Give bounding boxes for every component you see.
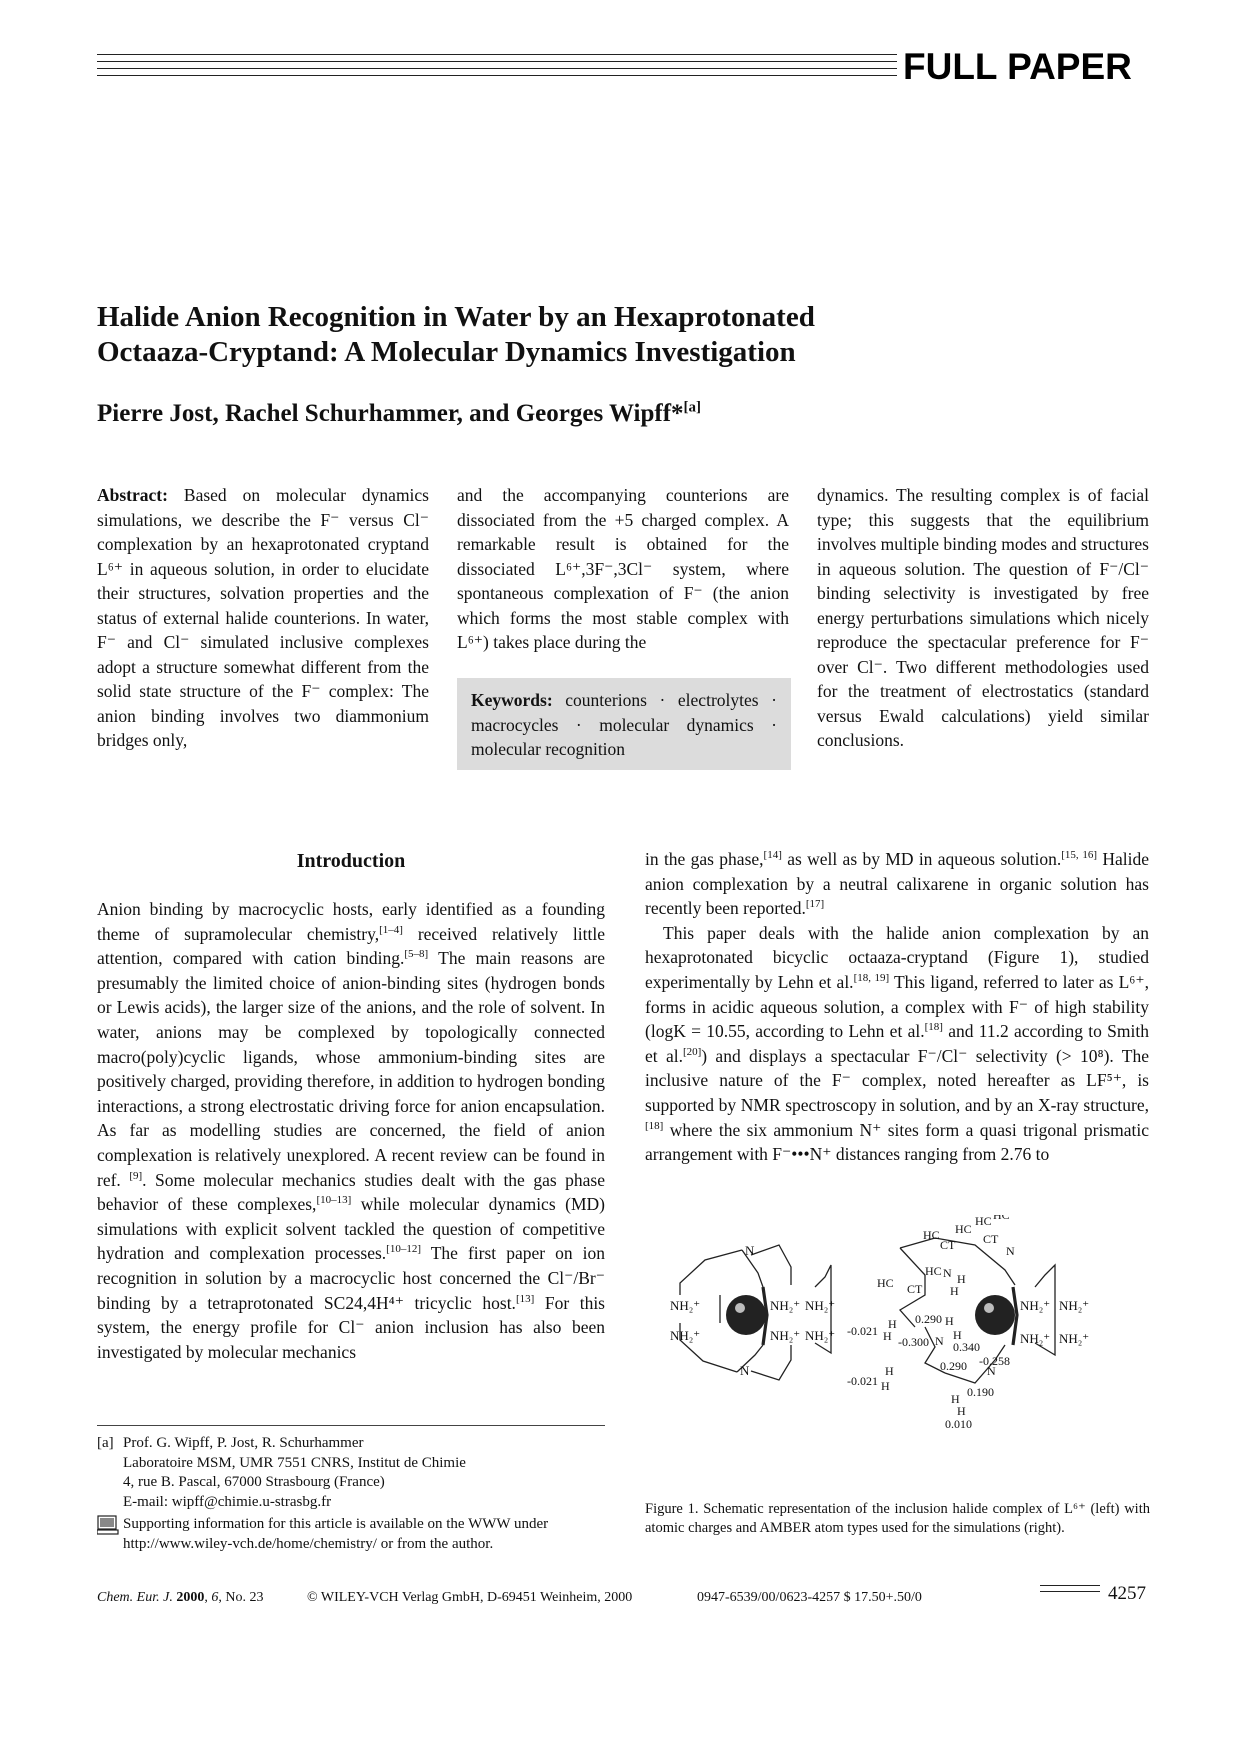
keywords-text: counterions · electrolytes · macrocycles · molecular dynamics · molecular recognition [471,690,777,759]
figure-caption: Figure 1. Schematic representation of the inclusion halide complex of L⁶⁺ (left) with atomic charges and AMBER atom types used for the simulations (right). [645,1501,1150,1536]
svg-text:NH₂⁺: NH₂⁺ [1059,1298,1090,1313]
intro-paragraph-2: This paper deals with the halide anion complexation by an hexaprotonated bicyclic octaaza-cryptand (Figure 1), studied experimentally by Lehn et al.[18, 19] This ligand, referred to later as L⁶⁺, forms in acidic aqueous solution, a complex with F⁻ of high stability (logK = 10.55, according to Lehn et al.[18] and 11.2 according to Smith et al.[20]) and displays a spectacular F⁻/Cl⁻ selectivity (> 10⁸). The inclusive nature of the F⁻ complex, noted hereafter as LF⁵⁺, is supported by NMR spectroscopy in solution, and by an X-ray structure,[18] where the six ammonium N⁺ sites form a quasi trigonal prismatic arrangement with F⁻•••N⁺ distances ranging from 2.76 to [645,922,1149,1165]
page-number: 4257 [1108,1583,1146,1604]
svg-text:0.190: 0.190 [967,1385,994,1399]
article-code: 0947-6539/00/0623-4257 $ 17.50+.50/0 [697,1590,922,1605]
copyright: © WILEY-VCH Verlag GmbH, D-69451 Weinheim, 2000 [307,1590,633,1605]
title-line-1: Halide Anion Recognition in Water by an Hexaprotonated [97,301,815,333]
computer-icon [97,1515,123,1554]
author-list [97,400,701,428]
halide-ion-right [975,1295,1015,1335]
svg-text:-0.258: -0.258 [979,1354,1010,1368]
svg-text:H: H [950,1284,959,1298]
svg-text:NH₂⁺: NH₂⁺ [805,1328,836,1343]
footnote-email[interactable]: E-mail: wipff@chimie.u-strasbg.fr [123,1493,332,1510]
svg-text:HC: HC [955,1222,972,1236]
keywords-label: Keywords: [471,690,553,710]
svg-text:0.290: 0.290 [940,1359,967,1373]
citation: Chem. Eur. J. 2000, 6, No. 23 [97,1590,264,1605]
abstract-text-3: dynamics. The resulting complex is of facial type; this suggests that the equilibrium involves multiple binding modes and structures in aqueous solution. The question of F⁻/Cl⁻ binding selectivity is investigated by free energy perturbations simulations which nicely reproduce the spectacular preference for F⁻ over Cl⁻. Two different methodologies used for the treatment of electrostatics (standard versus Ewald calculations) yield similar conclusions. [817,485,1149,750]
svg-text:H: H [951,1392,960,1406]
footnote-line-3: 4, rue B. Pascal, 67000 Strasbourg (France) [123,1474,385,1490]
section-label: FULL PAPER [903,46,1132,87]
halide-ion-left [726,1295,766,1335]
svg-text:NH₂⁺: NH₂⁺ [770,1328,801,1343]
intro-paragraph-1: Anion binding by macrocyclic hosts, early identified as a founding theme of supramolecular chemistry,[1–4] received relatively little attention, compared with cation binding.[5–8] The main reasons are presumably the limited choice of anion-binding sites (hydrogen bonds or Lewis acids), the larger size of the anions, and the role of solvent. In water, anions may be complexed by topologically connected macro(poly)cyclic ligands, whose ammonium-binding sites are positively charged, providing therefore, in addition to hydrogen bonding interactions, a strong electrostatic driving force for anion encapsulation. As far as modelling studies are concerned, the field of anion complexation is relatively unexplored. A recent review can be found in ref. [9]. Some molecular mechanics studies dealt with the gas phase behavior of these complexes,[10–13] while molecular dynamics (MD) simulations with explicit solvent tackled the question of competitive hydration and complexation processes.[10–12] The first paper on ion recognition in solution by a macrocyclic host concerned the Cl⁻/Br⁻ binding by a tetraprotonated SC24,4H⁴⁺ tricyclic host.[13] For this system, the energy profile for Cl⁻ anion inclusion has also been investigated by molecular mechanics [97,899,605,1362]
svg-text:H: H [945,1314,954,1328]
svg-text:CT: CT [907,1282,923,1296]
title-line-2: Octaaza-Cryptand: A Molecular Dynamics Investigation [97,336,796,368]
svg-text:N: N [745,1243,755,1258]
introduction-column-1 [97,897,605,1364]
footnote-line-1: Prof. G. Wipff, P. Jost, R. Schurhammer [123,1435,364,1451]
svg-text:HC: HC [975,1215,992,1228]
affiliation-mark: [a] [683,399,702,416]
svg-text:H: H [957,1272,966,1286]
intro-continued: in the gas phase,[14] as well as by MD in aqueous solution.[15, 16] Halide anion complexation by a neutral calixarene in organic solution has recently been reported.[17] [645,849,1149,919]
abstract-label: Abstract: [97,485,168,505]
svg-text:H: H [953,1328,962,1342]
svg-text:CT: CT [983,1232,999,1246]
figure-1 [645,1215,1150,1500]
page-number-rule [1040,1585,1100,1597]
svg-text:N: N [1006,1244,1015,1258]
supporting-info-note [97,1515,605,1554]
svg-text:0.340: 0.340 [953,1340,980,1354]
introduction-column-2 [645,847,1149,1167]
abstract-column-2 [457,483,789,655]
svg-text:HC: HC [993,1215,1010,1222]
svg-text:NH₂⁺: NH₂⁺ [770,1298,801,1313]
introduction-heading: Introduction [296,850,406,872]
svg-text:0.010: 0.010 [945,1417,972,1431]
svg-text:NH₂⁺: NH₂⁺ [1020,1298,1051,1313]
footnote-label: [a] [97,1435,114,1451]
svg-text:HC: HC [925,1264,942,1278]
svg-text:NH₂⁺: NH₂⁺ [670,1328,701,1343]
svg-text:NH₂⁺: NH₂⁺ [1020,1331,1051,1346]
supporting-info-text[interactable]: Supporting information for this article is available on the WWW under http://www.wiley-vch.de/home/chemistry/ or from the author. [123,1516,549,1552]
abstract-column-1 [97,483,429,753]
svg-text:H: H [957,1404,966,1418]
svg-text:H: H [888,1317,897,1331]
svg-text:N: N [740,1363,750,1378]
svg-text:HC: HC [923,1228,940,1242]
authors: Pierre Jost, Rachel Schurhammer, and Georges Wipff* [97,400,684,427]
affiliation-footnote [97,1434,605,1512]
svg-text:NH₂⁺: NH₂⁺ [805,1298,836,1313]
svg-text:NH₂⁺: NH₂⁺ [670,1298,701,1313]
svg-text:-0.021: -0.021 [847,1374,878,1388]
svg-text:NH₂⁺: NH₂⁺ [1059,1331,1090,1346]
svg-text:CT: CT [940,1238,956,1252]
svg-text:H: H [883,1329,892,1343]
svg-text:-0.300: -0.300 [898,1335,929,1349]
abstract-column-3 [817,483,1149,753]
abstract-text-1: Based on molecular dynamics simulations, we describe the F⁻ versus Cl⁻ complexation by an hexaprotonated cryptand L⁶⁺ in aqueous solution, in order to elucidate their structures, solvation properties and the status of external halide counterions. In water, F⁻ and Cl⁻ simulated inclusive complexes adopt a structure somewhat different from the solid state structure of the F⁻ complex: The anion binding involves two diammonium bridges only, [97,485,429,750]
svg-text:N: N [943,1266,952,1280]
svg-text:H: H [885,1364,894,1378]
header-rule [97,54,897,82]
footnote-line-2: Laboratoire MSM, UMR 7551 CNRS, Institut de Chimie [123,1454,466,1471]
svg-text:N: N [935,1334,944,1348]
keywords-box [457,678,791,770]
article-title [97,300,997,370]
svg-text:-0.021: -0.021 [847,1324,878,1338]
svg-text:0.290: 0.290 [915,1312,942,1326]
svg-text:HC: HC [877,1276,894,1290]
footnote-rule [97,1425,605,1426]
svg-text:N: N [987,1364,996,1378]
abstract-text-2: and the accompanying counterions are dissociated from the +5 charged complex. A remarkable result is obtained for the dissociated L⁶⁺,3F⁻,3Cl⁻ system, where spontaneous complexation of F⁻ (the anion which forms the most stable complex with L⁶⁺) takes place during the [457,485,789,652]
svg-text:H: H [881,1379,890,1393]
